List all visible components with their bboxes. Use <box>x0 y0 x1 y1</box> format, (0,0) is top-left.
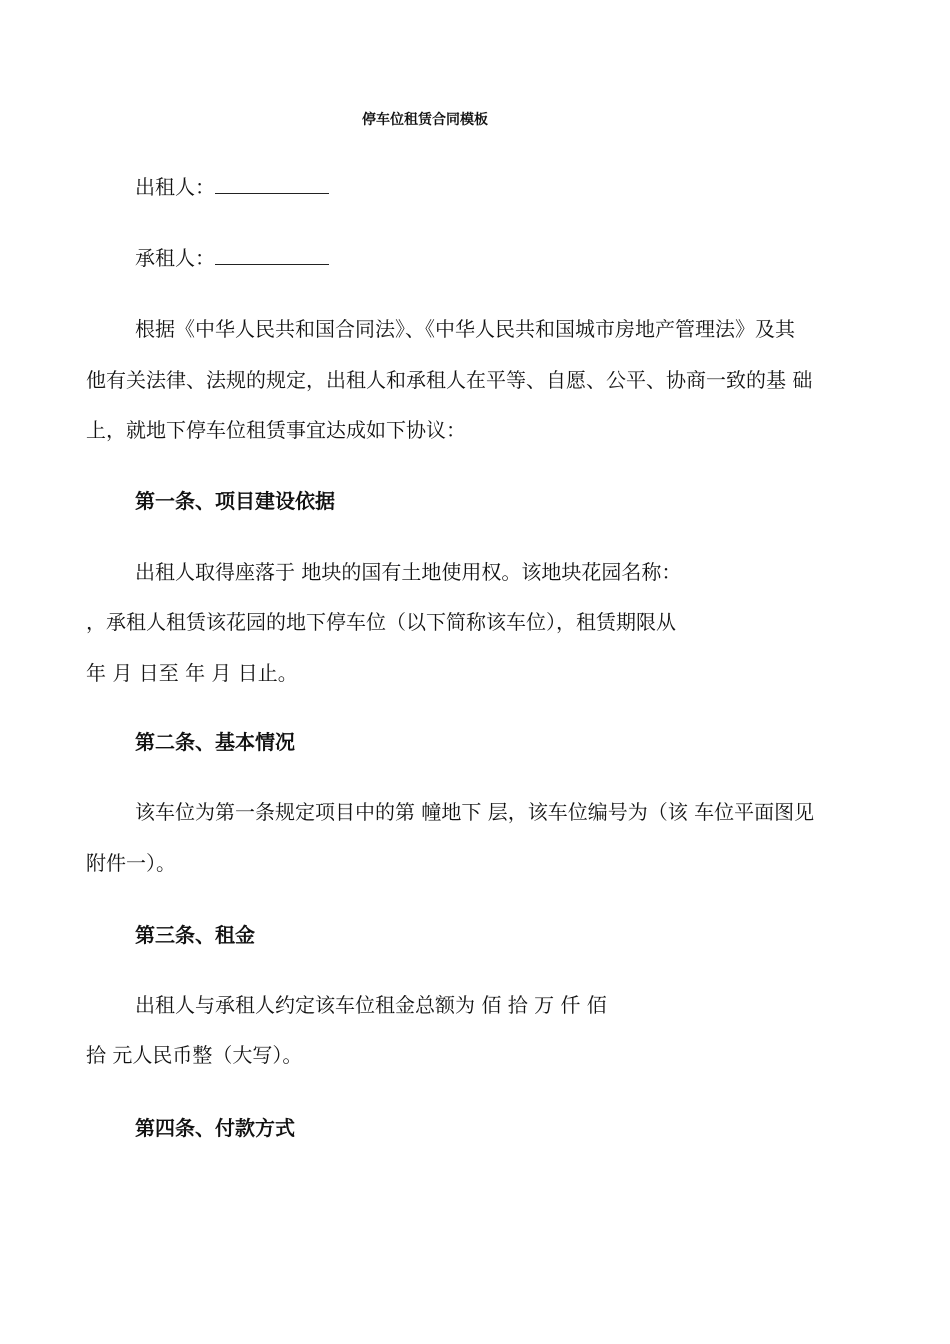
article3-heading: 第三条、租金 <box>135 923 255 947</box>
intro-line-3: 上，就地下停车位租赁事宜达成如下协议： <box>86 418 466 442</box>
lessee-blank <box>215 246 329 265</box>
document-title: 停车位租赁合同模板 <box>362 112 488 128</box>
lessor-label: 出租人： <box>135 175 215 199</box>
article1-line-3: 年 月 日至 年 月 日止。 <box>86 661 298 685</box>
lessor-blank <box>215 175 329 194</box>
article1-heading: 第一条、项目建设依据 <box>135 489 335 513</box>
article3-line-1: 出租人与承租人约定该车位租金总额为 佰 拾 万 仟 佰 <box>135 993 607 1017</box>
article3-line-2: 拾 元人民币整（大写）。 <box>86 1043 303 1067</box>
article2-line-1: 该车位为第一条规定项目中的第 幢地下 层，该车位编号为（该 车位平面图见 <box>135 800 815 824</box>
intro-line-1: 根据《中华人民共和国合同法》、《中华人民共和国城市房地产管理法》及其 <box>135 317 795 341</box>
article2-line-2: 附件一）。 <box>86 851 176 875</box>
article2-heading: 第二条、基本情况 <box>135 730 295 754</box>
article1-line-2: ，承租人租赁该花园的地下停车位（以下简称该车位），租赁期限从 <box>86 610 676 634</box>
lessor-line <box>135 175 329 199</box>
lessee-label: 承租人： <box>135 246 215 270</box>
intro-line-2: 他有关法律、法规的规定，出租人和承租人在平等、自愿、公平、协商一致的基 础 <box>86 368 813 392</box>
article4-heading: 第四条、付款方式 <box>135 1116 295 1140</box>
lessee-line <box>135 246 329 270</box>
article1-line-1: 出租人取得座落于 地块的国有土地使用权。该地块花园名称： <box>135 560 682 584</box>
